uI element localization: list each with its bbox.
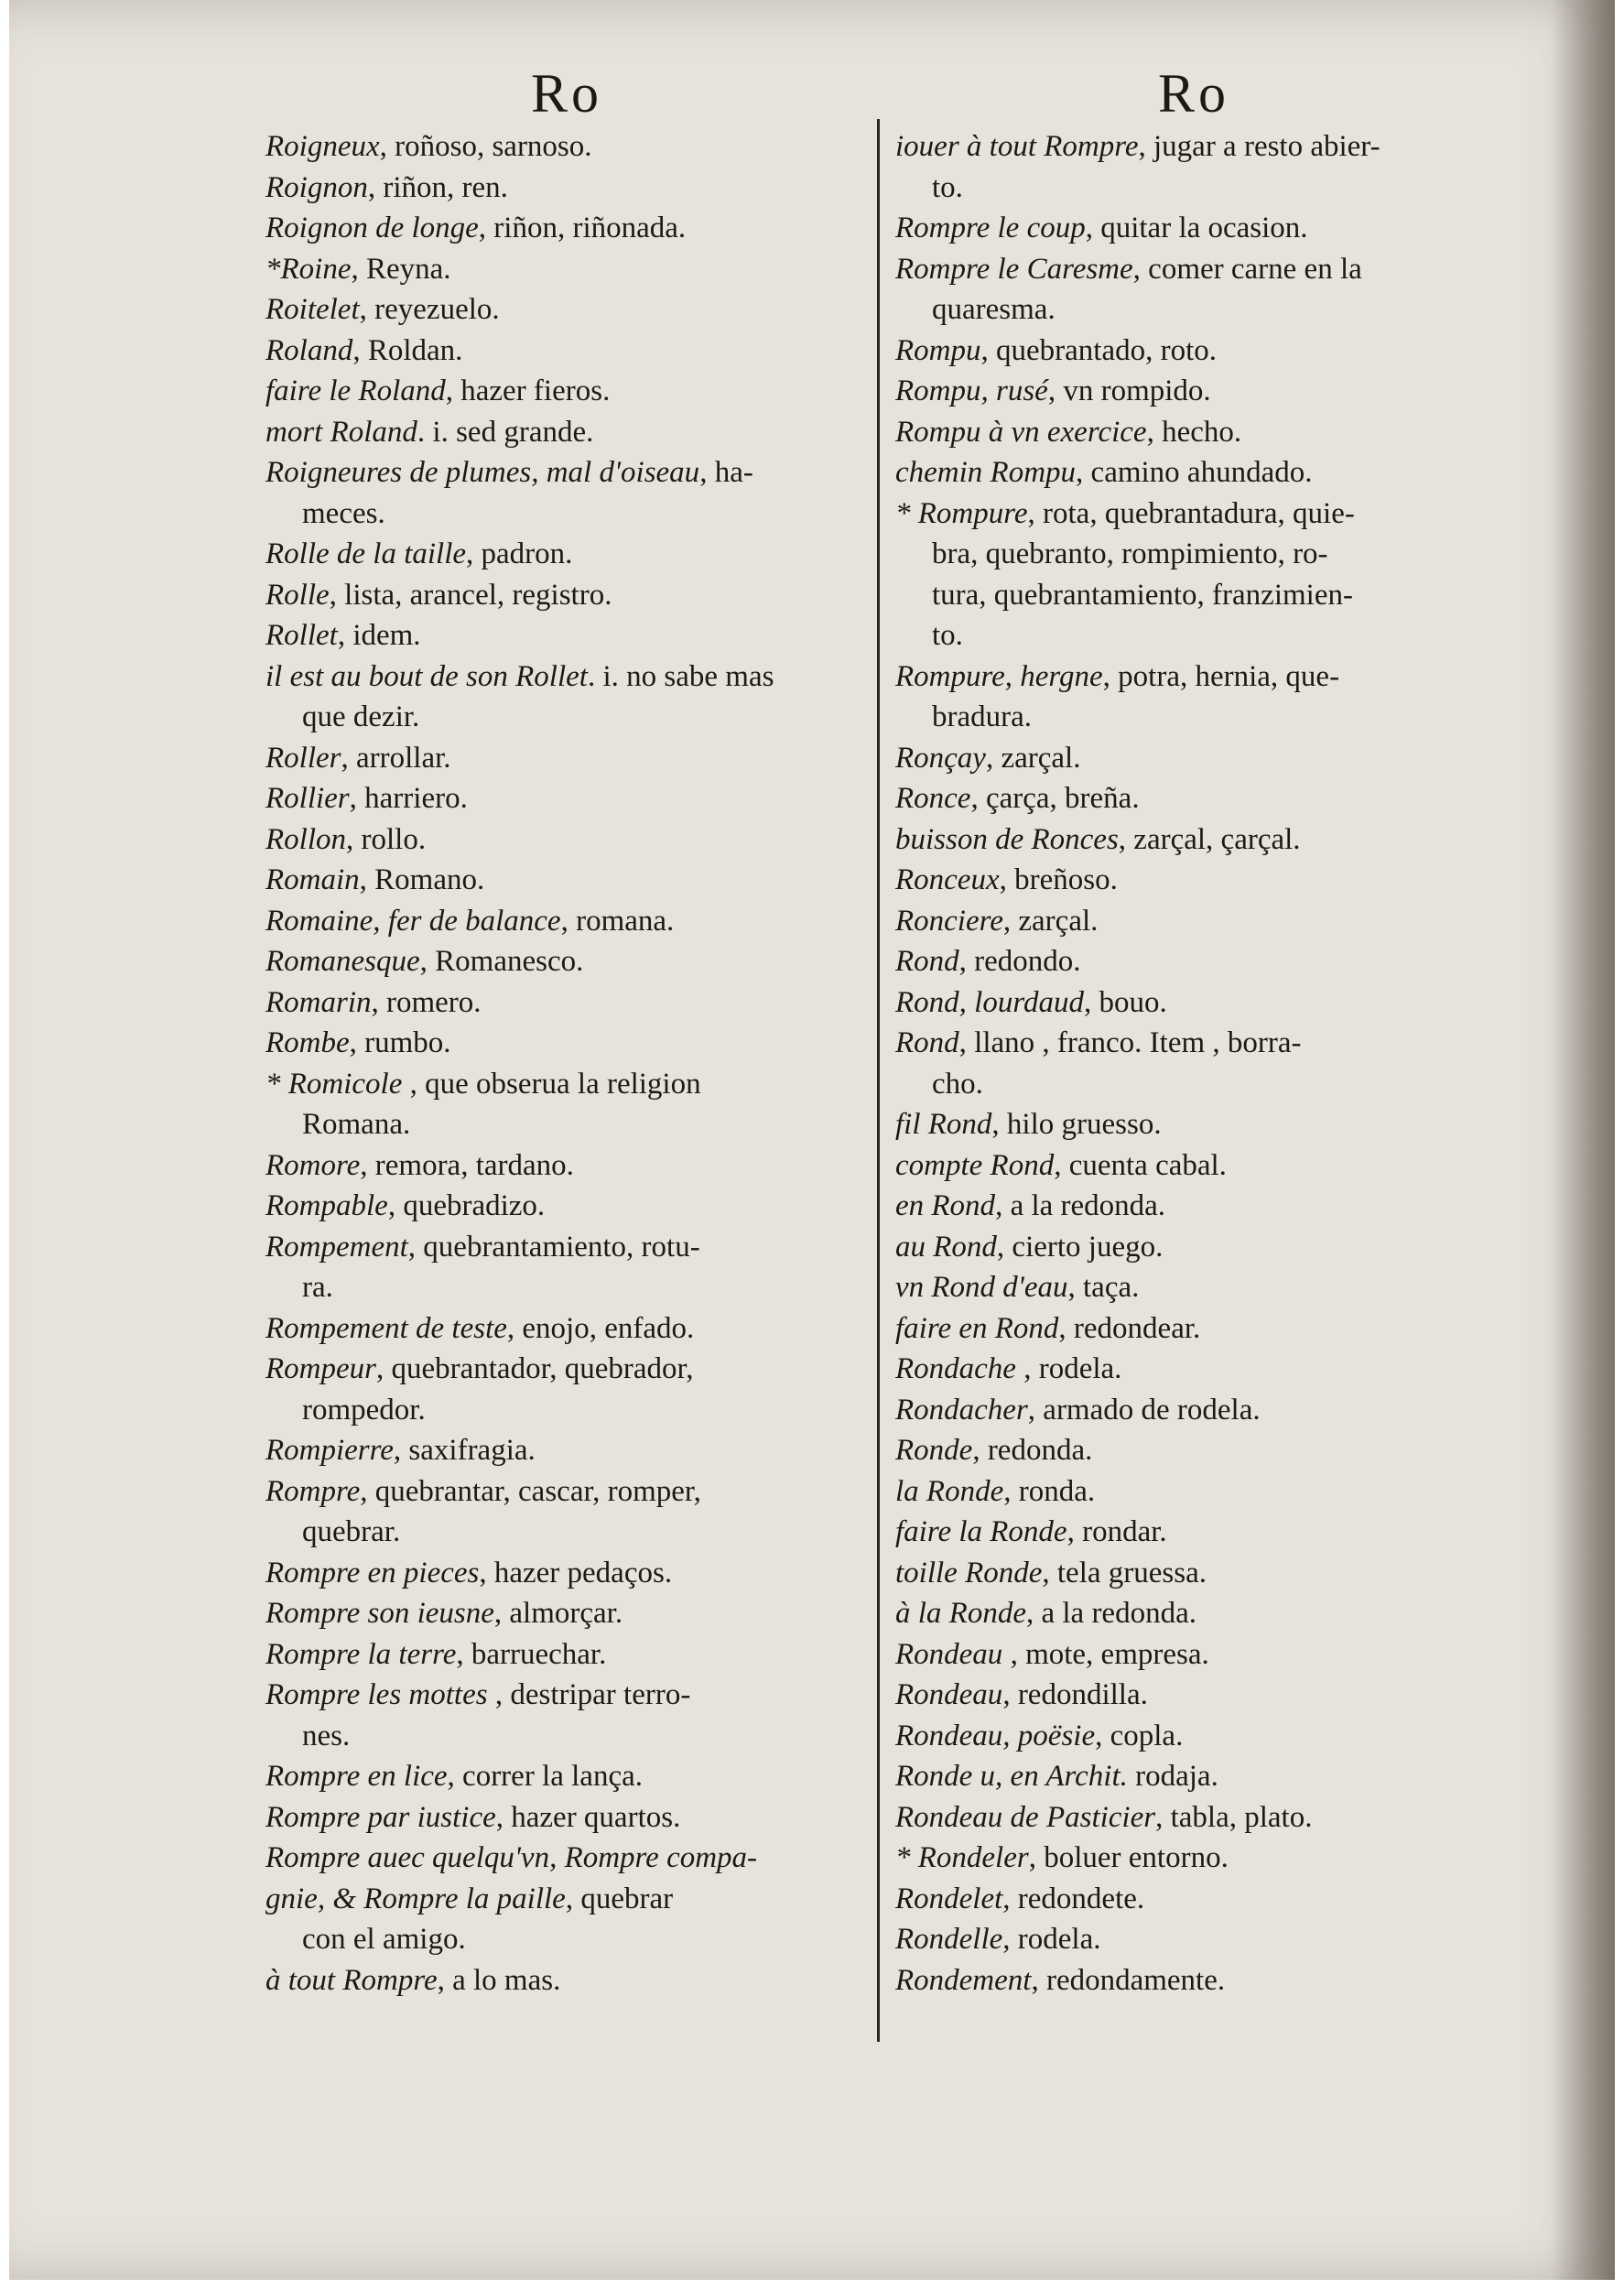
headword: Rollon [265,822,346,856]
dictionary-line [265,1430,861,1471]
dictionary-line [895,1390,1495,1431]
dictionary-line [895,901,1495,942]
definition: , Roldan. [352,333,463,367]
headword: Rompre le coup [895,212,1086,244]
headword: Roland [265,333,353,367]
dictionary-line [895,1879,1495,1920]
definition: , romana. [560,904,675,938]
headword: Rondeau [895,1678,1003,1711]
headword: Romain [265,863,360,896]
dictionary-line [895,126,1495,168]
headword: buisson de Ronces [895,822,1119,856]
definition: , llano , franco. Item , borra- [958,1026,1302,1059]
definition: , hazer quartos. [495,1800,681,1834]
page-gutter-shadow [1551,0,1615,2280]
headword: * Rondeler [895,1841,1029,1874]
dictionary-line [895,1349,1495,1390]
dictionary-line [895,1145,1495,1187]
dictionary-line [265,412,861,453]
dictionary-line [265,289,861,331]
dictionary-line [895,1797,1495,1839]
dictionary-line [265,1390,861,1431]
definition: , saxifragia. [393,1434,536,1467]
dictionary-line [895,331,1495,372]
dictionary-line [895,494,1495,535]
dictionary-line [895,1471,1495,1513]
headword: Rompre le Caresme [895,252,1133,286]
left-column [265,126,861,2001]
headword: Rond [895,945,959,978]
headword: Roigneures de plumes, mal d'oiseau [265,456,700,489]
definition: , rota, quebrantadura, quie- [1027,496,1355,530]
definition: , rollo. [346,822,427,856]
headword: Rond, lourdaud [895,985,1084,1019]
definition: , mote, empresa. [1002,1637,1209,1671]
definition: to. [932,619,963,652]
definition: rodaja. [1127,1760,1218,1793]
headword: au Rond [895,1230,997,1264]
headword: * Romicole [265,1067,403,1101]
definition: , a lo mas. [437,1963,561,1997]
headword: Rompu, rusé [895,374,1048,407]
definition: , romero. [371,985,482,1019]
definition: , correr la lança. [447,1760,643,1793]
headword: Rolle de la taille [265,537,467,570]
definition: , harriero. [349,782,468,815]
headword: Roignon [265,170,368,204]
headword: Rondement [895,1963,1032,1997]
headword: Rompeur [265,1352,376,1385]
definition: , tabla, plato. [1155,1800,1313,1834]
dictionary-line [895,1308,1495,1350]
headword: Ronce [895,782,971,815]
headword: la Ronde [895,1474,1004,1508]
definition: , Romano. [359,863,485,896]
headword: Roigneux [265,130,380,163]
definition: , redondo. [958,945,1081,978]
dictionary-line [265,1960,861,2002]
headword: Rompre la terre [265,1637,457,1671]
definition: , armado de rodela. [1027,1393,1261,1427]
definition: , quebrantamiento, rotu- [407,1230,700,1264]
headword: mort Roland [265,415,417,449]
definition: , rumbo. [349,1026,451,1059]
definition: , quebradizo. [387,1189,546,1222]
dictionary-line [895,1430,1495,1471]
definition: meces. [302,496,385,530]
headword: Ronceux [895,863,1000,896]
headword: en Rond [895,1189,996,1222]
definition: , roñoso, sarnoso. [379,130,592,163]
definition: bra, quebranto, rompimiento, ro- [932,537,1328,570]
definition: , copla. [1095,1719,1184,1752]
definition: , zarçal. [985,741,1081,775]
headword: Rompre en pieces [265,1556,480,1589]
definition: , quebrantado, roto. [980,333,1218,367]
dictionary-line [265,1838,861,1879]
definition: , idem. [337,619,421,652]
dictionary-line [265,1227,861,1268]
dictionary-line [895,1960,1495,2002]
definition: , comer carne en la [1132,252,1362,286]
headword: Rollier [265,782,350,815]
dictionary-line [895,778,1495,819]
definition: , redondete. [1002,1882,1145,1915]
headword: toille Ronde [895,1556,1043,1589]
headword: Roitelet [265,293,360,326]
definition: , cierto juego. [996,1230,1164,1264]
dictionary-line [265,1064,861,1105]
definition: , barruechar. [456,1637,607,1671]
definition: , rondar. [1066,1515,1167,1548]
definition: , çarça, breña. [970,782,1140,815]
dictionary-line [895,697,1495,738]
definition: , padron. [466,537,573,570]
headword: Rondeau [895,1637,1003,1671]
definition: , redondamente. [1031,1963,1226,1997]
dictionary-line [265,1349,861,1390]
dictionary-line [265,1267,861,1308]
headword: Rompu à vn exercice [895,415,1147,449]
dictionary-line [895,1593,1495,1634]
definition: , breñoso. [999,863,1118,896]
headword: fil Rond [895,1108,992,1141]
headword: faire le Roland [265,374,446,407]
headword: Rompre par iustice [265,1800,496,1834]
headword: Ronciere [895,904,1003,938]
definition: rompedor. [302,1393,426,1427]
dictionary-line [895,1553,1495,1594]
dictionary-line [265,1023,861,1064]
headword: Rondeau de Pasticier [895,1800,1156,1834]
definition: , ronda. [1003,1474,1096,1508]
headword: il est au bout de son Rollet [265,659,588,693]
definition: , camino ahundado. [1076,456,1313,489]
dictionary-line [265,697,861,738]
dictionary-line [895,534,1495,575]
definition: , Romanesco. [419,945,584,978]
headword: Rompement de teste [265,1311,507,1345]
dictionary-line [895,452,1495,494]
headword: Rollet [265,619,338,652]
dictionary-line [895,738,1495,779]
headword: gnie, & Rompre la paille [265,1882,566,1915]
headword: Roignon de longe [265,212,479,244]
headword: *Roine [265,252,352,286]
definition: nes. [302,1719,351,1752]
definition: , a la redonda. [1025,1597,1196,1630]
dictionary-line [265,1797,861,1839]
headword: Rompement [265,1230,408,1264]
definition: , enojo, enfado. [506,1311,695,1345]
dictionary-line [265,534,861,575]
dictionary-line [265,1186,861,1227]
dictionary-line [895,1919,1495,1960]
dictionary-line [265,901,861,942]
definition: , lista, arancel, registro. [329,578,612,612]
definition: , a la redonda. [995,1189,1166,1222]
definition: , quebrantador, quebrador, [375,1352,694,1385]
dictionary-line [265,168,861,209]
definition: , quebrantar, cascar, romper, [360,1474,701,1508]
definition: que dezir. [302,700,420,733]
headword: Rompu [895,333,981,367]
dictionary-line [265,1593,861,1634]
headword: Ronde u, en Archit. [895,1760,1128,1793]
definition: , quebrar [565,1882,674,1915]
dictionary-line [895,1675,1495,1716]
headword: Romarin [265,985,372,1019]
dictionary-line [895,208,1495,249]
right-column-header: Ro [1158,63,1230,124]
definition: , destripar terro- [487,1678,691,1711]
dictionary-line [265,860,861,901]
definition: , riñon, riñonada. [478,212,687,244]
definition: , hecho. [1146,415,1242,449]
dictionary-line [895,941,1495,982]
definition: , rodela. [1015,1352,1122,1385]
definition: Romana. [302,1108,411,1141]
definition: , arrollar. [341,741,451,775]
definition: , redondilla. [1002,1678,1148,1711]
dictionary-line [265,1879,861,1920]
definition: , Reyna. [351,252,451,286]
dictionary-line [265,1675,861,1716]
headword: vn Rond d'eau [895,1271,1068,1304]
definition: quaresma. [932,293,1056,326]
headword: Ronde [895,1434,973,1467]
definition: , bouo. [1083,985,1167,1019]
dictionary-line [265,249,861,290]
headword: chemin Rompu [895,456,1077,489]
definition: to. [932,170,963,204]
definition: , redonda. [972,1434,1093,1467]
dictionary-line [265,208,861,249]
dictionary-line [895,1756,1495,1797]
dictionary-line [895,819,1495,861]
dictionary-line [265,778,861,819]
definition: , boluer entorno. [1028,1841,1229,1874]
dictionary-line [265,738,861,779]
headword: Rondelle [895,1923,1003,1956]
column-divider [877,119,880,2042]
dictionary-line [895,1267,1495,1308]
dictionary-line [895,575,1495,616]
dictionary-line [265,494,861,535]
definition: bradura. [932,700,1033,733]
dictionary-line [895,615,1495,656]
definition: , riñon, ren. [367,170,508,204]
dictionary-line [265,941,861,982]
definition: , rodela. [1002,1923,1101,1956]
dictionary-line [895,1512,1495,1553]
dictionary-line [265,1145,861,1187]
dictionary-line [265,615,861,656]
definition: , quitar la ocasion. [1085,212,1308,244]
dictionary-line [895,412,1495,453]
definition: , zarçal. [1002,904,1099,938]
dictionary-line [895,371,1495,412]
definition: con el amigo. [302,1923,466,1956]
headword: faire en Rond [895,1311,1059,1345]
dictionary-line [265,331,861,372]
definition: , zarçal, çarçal. [1118,822,1301,856]
definition: ra. [302,1271,333,1304]
dictionary-line [265,1512,861,1553]
headword: Rombe [265,1026,350,1059]
dictionary-line [265,1919,861,1960]
headword: Romore [265,1148,361,1182]
dictionary-line [895,1634,1495,1676]
definition: , tela gruessa. [1042,1556,1207,1589]
dictionary-line [265,1553,861,1594]
headword: Rompre [265,1474,361,1508]
headword: faire la Ronde [895,1515,1067,1548]
dictionary-line [895,1838,1495,1879]
definition: , taça. [1067,1271,1140,1304]
headword: Rompable [265,1189,388,1222]
headword: Romanesque [265,945,420,978]
dictionary-line [265,1308,861,1350]
dictionary-line [265,452,861,494]
dictionary-line [895,1064,1495,1105]
definition: , hilo gruesso. [991,1108,1162,1141]
definition: , cuenta cabal. [1054,1148,1227,1182]
headword: Rompre auec quelqu'vn, Rompre compa- [265,1841,758,1874]
definition: cho. [932,1067,983,1101]
definition: quebrar. [302,1515,401,1548]
headword: Rondache [895,1352,1016,1385]
headword: Romaine, fer de balance [265,904,561,938]
headword: à la Ronde [895,1597,1026,1630]
left-column-header: Ro [531,63,603,124]
definition: , remora, tardano. [360,1148,574,1182]
headword: Rompre en lice [265,1760,448,1793]
headword: Rondeau, poësie [895,1719,1096,1752]
headword: à tout Rompre [265,1963,438,1997]
definition: , jugar a resto abier- [1138,130,1380,163]
headword: Ronçay [895,741,986,775]
definition: , hazer pedaços. [479,1556,673,1589]
dictionary-line [265,575,861,616]
dictionary-line [265,1716,861,1757]
dictionary-line [895,1186,1495,1227]
headword: Rondelet [895,1882,1003,1915]
headword: iouer à tout Rompre [895,130,1139,163]
headword: Roller [265,741,341,775]
headword: Rompierre [265,1434,394,1467]
dictionary-line [895,168,1495,209]
book-page [9,0,1615,2280]
definition: , almorçar. [493,1597,623,1630]
dictionary-line [895,1104,1495,1145]
headword: Rompre son ieusne [265,1597,494,1630]
dictionary-line [265,1634,861,1676]
definition: , potra, hernia, que- [1102,659,1340,693]
definition: , redondear. [1058,1311,1201,1345]
dictionary-line [265,371,861,412]
dictionary-line [895,860,1495,901]
dictionary-line [895,249,1495,290]
right-column [895,126,1495,2001]
dictionary-line [265,126,861,168]
definition: . i. no sabe mas [587,659,774,693]
definition: , ha- [699,456,753,489]
definition: , hazer fieros. [445,374,611,407]
headword: Rompure, hergne [895,659,1103,693]
headword: Rond [895,1026,959,1059]
dictionary-line [265,656,861,698]
dictionary-line [895,1023,1495,1064]
dictionary-line [265,982,861,1024]
headword: Rolle [265,578,330,612]
dictionary-line [265,819,861,861]
dictionary-line [895,289,1495,331]
headword: Rondacher [895,1393,1028,1427]
dictionary-line [895,1716,1495,1757]
definition: tura, quebrantamiento, franzimien- [932,578,1353,612]
headword: compte Rond [895,1148,1055,1182]
definition: , vn rompido. [1047,374,1211,407]
dictionary-line [895,982,1495,1024]
headword: Rompre les mottes [265,1678,488,1711]
dictionary-line [265,1471,861,1513]
definition: . i. sed grande. [417,415,594,449]
dictionary-line [895,1227,1495,1268]
definition: , reyezuelo. [359,293,500,326]
dictionary-line [895,656,1495,698]
definition: , que obserua la religion [402,1067,701,1101]
headword: * Rompure [895,496,1028,530]
dictionary-line [265,1104,861,1145]
dictionary-line [265,1756,861,1797]
